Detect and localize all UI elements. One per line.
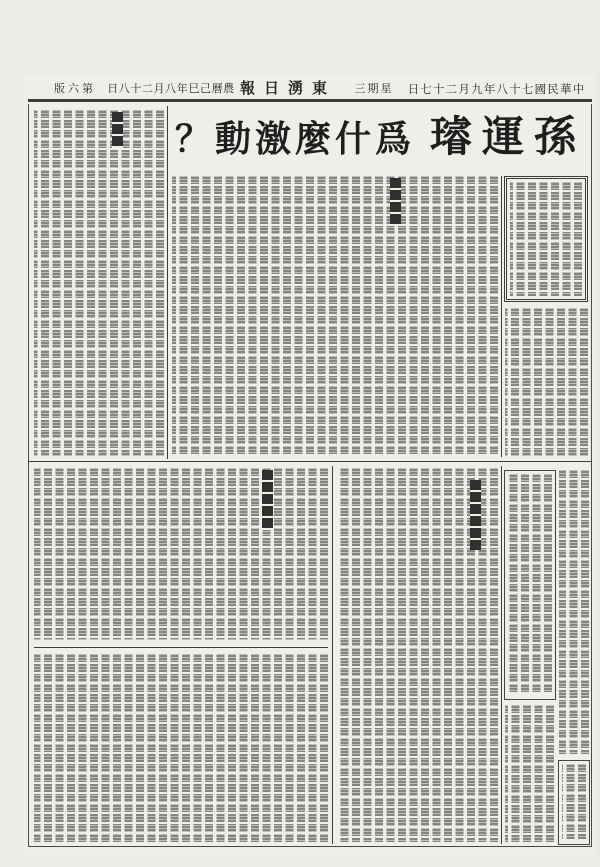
subheading-marker	[262, 470, 273, 530]
article-text-block	[172, 176, 498, 456]
subheading-marker	[112, 112, 123, 148]
weekday: 星期三	[354, 82, 394, 95]
column-rule	[501, 466, 502, 844]
tier-rule	[34, 647, 328, 648]
article-text-block	[34, 468, 328, 640]
article-text-block	[505, 705, 554, 842]
subheading-marker	[470, 480, 481, 550]
column-rule	[167, 106, 168, 459]
headline-question: 爲什麼激動？	[174, 118, 415, 160]
headline-name: 孫運璿	[429, 112, 586, 161]
lead-text-block	[510, 182, 582, 296]
page-number: 第六版	[54, 82, 96, 95]
section-divider	[28, 461, 592, 462]
sidebar-text-block	[508, 474, 552, 694]
newspaper-name: 東湧日報	[239, 79, 336, 97]
article-text-block	[505, 308, 588, 456]
corner-text-block	[562, 764, 586, 839]
subheading-marker	[390, 178, 401, 226]
article-text-block	[559, 470, 589, 754]
article-text-block	[34, 654, 328, 842]
lunar-date: 農曆己巳年八月二十八日	[107, 82, 235, 95]
masthead-thick-rule	[28, 99, 592, 102]
roc-date: 中華民國七十八年九月二十七日	[407, 82, 586, 96]
column-rule	[501, 176, 502, 457]
column-rule	[332, 466, 333, 844]
article-text-block	[34, 110, 164, 456]
